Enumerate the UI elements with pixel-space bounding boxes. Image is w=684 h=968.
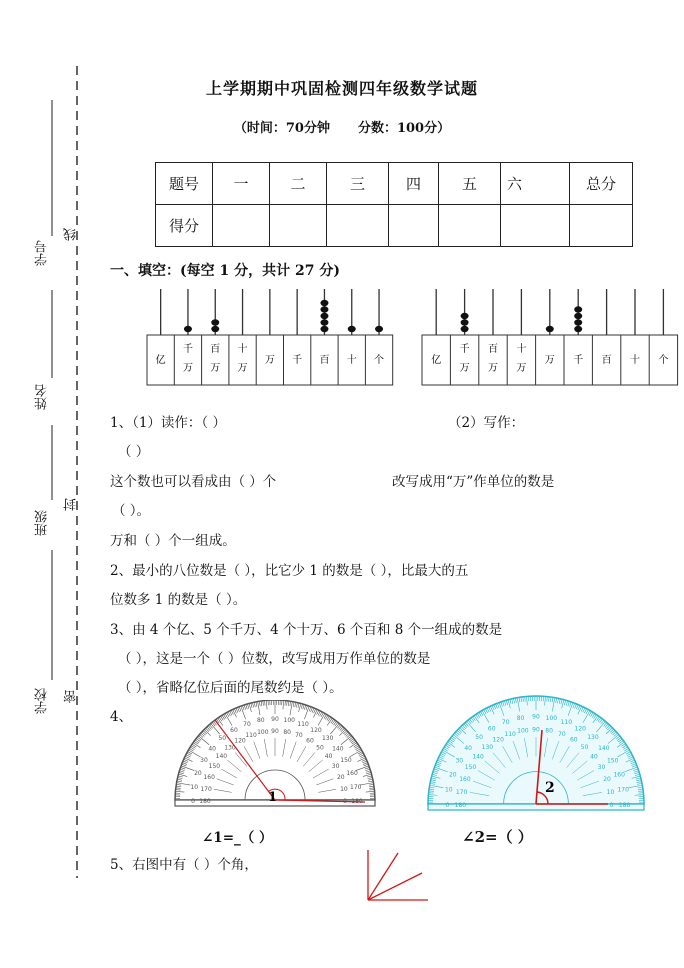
question-4: 4、	[110, 709, 133, 725]
abacus-label: 千	[182, 344, 193, 355]
angle-1-mark: 1	[268, 790, 278, 805]
svg-text:30: 30	[200, 757, 208, 764]
abacus-bead	[348, 326, 356, 332]
abacus-diagram-1	[145, 285, 395, 390]
score-table-score-row	[156, 205, 633, 247]
svg-text:110: 110	[504, 730, 516, 738]
svg-text:60: 60	[230, 726, 238, 734]
svg-text:180: 180	[618, 802, 631, 809]
abacus-label: 万	[210, 363, 221, 374]
table-cell: 题号	[156, 163, 213, 205]
svg-text:160: 160	[203, 774, 215, 782]
svg-text:90: 90	[271, 716, 279, 723]
angle-figure	[360, 845, 435, 905]
class-label: 班级	[35, 510, 50, 536]
abacus-label: 万	[459, 363, 470, 374]
score-input-cell[interactable]	[570, 205, 633, 247]
name-label: 姓名	[35, 384, 50, 410]
svg-text:160: 160	[613, 771, 625, 779]
abacus-bead	[574, 326, 582, 332]
score-input-cell[interactable]	[389, 205, 439, 247]
svg-text:20: 20	[603, 776, 611, 784]
abacus-diagram-2	[420, 285, 680, 390]
svg-text:110: 110	[297, 720, 309, 728]
question-1-read: 1、（1）读作：（ ）	[110, 415, 226, 431]
score-input-cell[interactable]	[327, 205, 389, 247]
exam-info	[0, 117, 684, 136]
svg-text:10: 10	[340, 785, 348, 793]
svg-text:140: 140	[472, 753, 484, 761]
svg-text:50: 50	[580, 744, 589, 752]
student-id-label: 学号	[35, 240, 50, 266]
svg-text:60: 60	[306, 737, 314, 745]
svg-text:60: 60	[569, 736, 578, 744]
abacus-label: 千	[573, 355, 584, 366]
svg-text:100: 100	[283, 717, 295, 725]
abacus-label: 百	[210, 344, 221, 355]
question-1-compose: 万和（ ）个一组成。	[110, 533, 236, 549]
svg-text:150: 150	[606, 757, 619, 765]
score-table-header-row	[156, 163, 633, 205]
secret-label: 密	[64, 690, 79, 703]
svg-text:140: 140	[332, 745, 344, 753]
svg-text:20: 20	[448, 771, 457, 779]
svg-text:160: 160	[346, 769, 358, 777]
svg-text:80: 80	[283, 729, 291, 737]
abacus-bead	[461, 319, 469, 325]
svg-text:180: 180	[454, 802, 467, 809]
svg-text:160: 160	[459, 776, 471, 784]
svg-text:150: 150	[208, 763, 221, 770]
angle-2-mark: 2	[545, 780, 555, 796]
svg-text:40: 40	[464, 745, 472, 753]
score-table	[155, 162, 633, 247]
svg-text:40: 40	[324, 753, 333, 761]
abacus-label: 百	[319, 355, 330, 366]
abacus-label: 万	[488, 363, 498, 374]
abacus-label: 十	[516, 344, 527, 355]
abacus-label: 万	[264, 355, 275, 366]
abacus-label: 万	[516, 363, 527, 374]
svg-text:30: 30	[455, 757, 464, 765]
svg-text:120: 120	[234, 737, 246, 745]
svg-text:70: 70	[295, 732, 303, 740]
seal-label: 封	[64, 498, 79, 511]
question-1-rewrite: 改写成用“万”作单位的数是	[392, 474, 555, 490]
abacus-bead	[320, 306, 328, 312]
abacus-label: 万	[237, 363, 248, 374]
svg-text:50: 50	[475, 734, 483, 742]
abacus-label: 百	[601, 355, 612, 366]
score-input-cell[interactable]	[501, 205, 570, 247]
question-1-write: （2）写作：	[448, 415, 525, 431]
svg-text:40: 40	[590, 753, 598, 761]
svg-text:70: 70	[243, 720, 251, 728]
abacus-label: 十	[237, 344, 248, 355]
abacus-bead	[574, 319, 582, 325]
question-3-line-3: （ ），省略亿位后面的尾数约是（ ）。	[118, 680, 343, 696]
table-cell: 二	[270, 163, 327, 205]
svg-text:0: 0	[609, 802, 614, 809]
svg-text:30: 30	[331, 763, 340, 770]
table-cell: 五	[439, 163, 501, 205]
svg-text:120: 120	[574, 725, 587, 733]
question-2-line-2: 位数多 1 的数是（ ）。	[110, 592, 247, 608]
svg-text:130: 130	[321, 735, 334, 743]
abacus-label: 亿	[431, 355, 442, 366]
svg-text:50: 50	[218, 735, 227, 743]
abacus-bead	[184, 326, 192, 332]
table-cell: 三	[327, 163, 389, 205]
svg-text:170: 170	[455, 788, 468, 796]
cut-line-label: 线	[64, 228, 79, 241]
abacus-bead	[211, 319, 219, 325]
svg-text:130: 130	[481, 744, 494, 752]
abacus-bead	[320, 326, 328, 332]
svg-text:90: 90	[532, 726, 540, 734]
svg-text:10: 10	[190, 783, 199, 791]
svg-text:100: 100	[545, 714, 558, 722]
protractor-1	[160, 700, 390, 820]
abacus-bead	[546, 326, 554, 332]
svg-text:140: 140	[215, 753, 228, 761]
question-1-write-blank: （ ）	[118, 444, 150, 460]
svg-text:60: 60	[487, 725, 496, 733]
table-cell: 总分	[570, 163, 633, 205]
abacus-label: 千	[459, 344, 470, 355]
table-cell: 四	[389, 163, 439, 205]
svg-text:70: 70	[501, 718, 510, 726]
svg-text:150: 150	[464, 764, 477, 772]
svg-text:130: 130	[587, 734, 599, 742]
section-heading: 一、填空：(每空 1 分，共计 27 分)	[110, 263, 340, 279]
svg-text:30: 30	[597, 764, 606, 772]
svg-text:110: 110	[560, 718, 573, 726]
angle-2-answer: ∠2=（ ）	[462, 828, 533, 846]
table-cell: 六	[501, 163, 570, 205]
svg-text:130: 130	[224, 744, 236, 752]
school-label: 学校	[35, 688, 50, 714]
svg-text:80: 80	[256, 717, 265, 725]
svg-text:150: 150	[340, 757, 352, 764]
svg-text:40: 40	[208, 745, 217, 753]
svg-text:120: 120	[492, 736, 504, 744]
abacus-bead	[574, 313, 582, 319]
question-1-count: 这个数也可以看成由（ ）个	[110, 474, 277, 490]
svg-text:80: 80	[545, 727, 553, 735]
abacus-bead	[375, 326, 383, 332]
score-info: 分数：100分）	[357, 121, 451, 136]
svg-text:180: 180	[199, 798, 211, 805]
question-3-line-1: 3、由 4 个亿、5 个千万、4 个十万、6 个百和 8 个一组成的数是	[110, 622, 503, 638]
svg-text:70: 70	[558, 730, 566, 738]
svg-text:80: 80	[516, 714, 525, 722]
abacus-label: 百	[488, 344, 498, 355]
abacus-bead	[211, 326, 219, 332]
abacus-bead	[320, 300, 328, 306]
abacus-bead	[574, 306, 582, 312]
table-cell: 得分	[156, 205, 213, 247]
svg-text:90: 90	[532, 713, 540, 721]
abacus-bead	[461, 313, 469, 319]
svg-text:110: 110	[245, 732, 257, 740]
abacus-label: 万	[544, 355, 555, 366]
abacus-bead	[320, 319, 328, 325]
angle-1-answer: ∠1=_（ ）	[202, 830, 273, 846]
svg-text:140: 140	[598, 745, 610, 753]
binding-line	[0, 0, 120, 968]
abacus-bead	[320, 313, 328, 319]
page-title: 上学期期中巩固检测四年级数学试题	[205, 79, 478, 98]
svg-text:10: 10	[444, 786, 453, 794]
abacus-label: 个	[658, 355, 669, 366]
table-cell: 一	[213, 163, 270, 205]
score-input-cell[interactable]	[213, 205, 270, 247]
svg-text:0: 0	[445, 802, 450, 809]
question-3-line-2: （ ），这是一个（ ）位数，改写成用万作单位的数是	[118, 651, 431, 667]
svg-text:170: 170	[350, 783, 362, 791]
protractor-2	[412, 692, 674, 822]
svg-text:20: 20	[336, 774, 345, 782]
svg-text:120: 120	[310, 726, 322, 734]
score-input-cell[interactable]	[439, 205, 501, 247]
abacus-label: 千	[292, 355, 303, 366]
svg-text:90: 90	[271, 728, 279, 735]
time-info: （时间：70分钟	[233, 121, 330, 136]
svg-text:170: 170	[200, 785, 212, 793]
abacus-label: 十	[346, 355, 357, 366]
abacus-label: 十	[630, 355, 640, 366]
question-2-line-1: 2、最小的八位数是（ ），比它少 1 的数是（ ），比最大的五	[110, 563, 469, 579]
svg-text:20: 20	[194, 769, 202, 777]
abacus-label: 个	[374, 355, 385, 366]
abacus-label: 亿	[155, 355, 166, 366]
svg-text:170: 170	[617, 786, 629, 794]
abacus-label: 万	[182, 363, 193, 374]
question-5: 5、右图中有（ ）个角，	[110, 857, 258, 873]
svg-text:10: 10	[606, 788, 615, 796]
svg-text:100: 100	[517, 727, 529, 735]
question-1-rewrite-blank: （ ）。	[112, 503, 151, 519]
score-input-cell[interactable]	[270, 205, 327, 247]
abacus-bead	[461, 326, 469, 332]
svg-text:50: 50	[316, 744, 324, 752]
svg-text:0: 0	[191, 798, 195, 805]
svg-text:100: 100	[257, 729, 269, 737]
